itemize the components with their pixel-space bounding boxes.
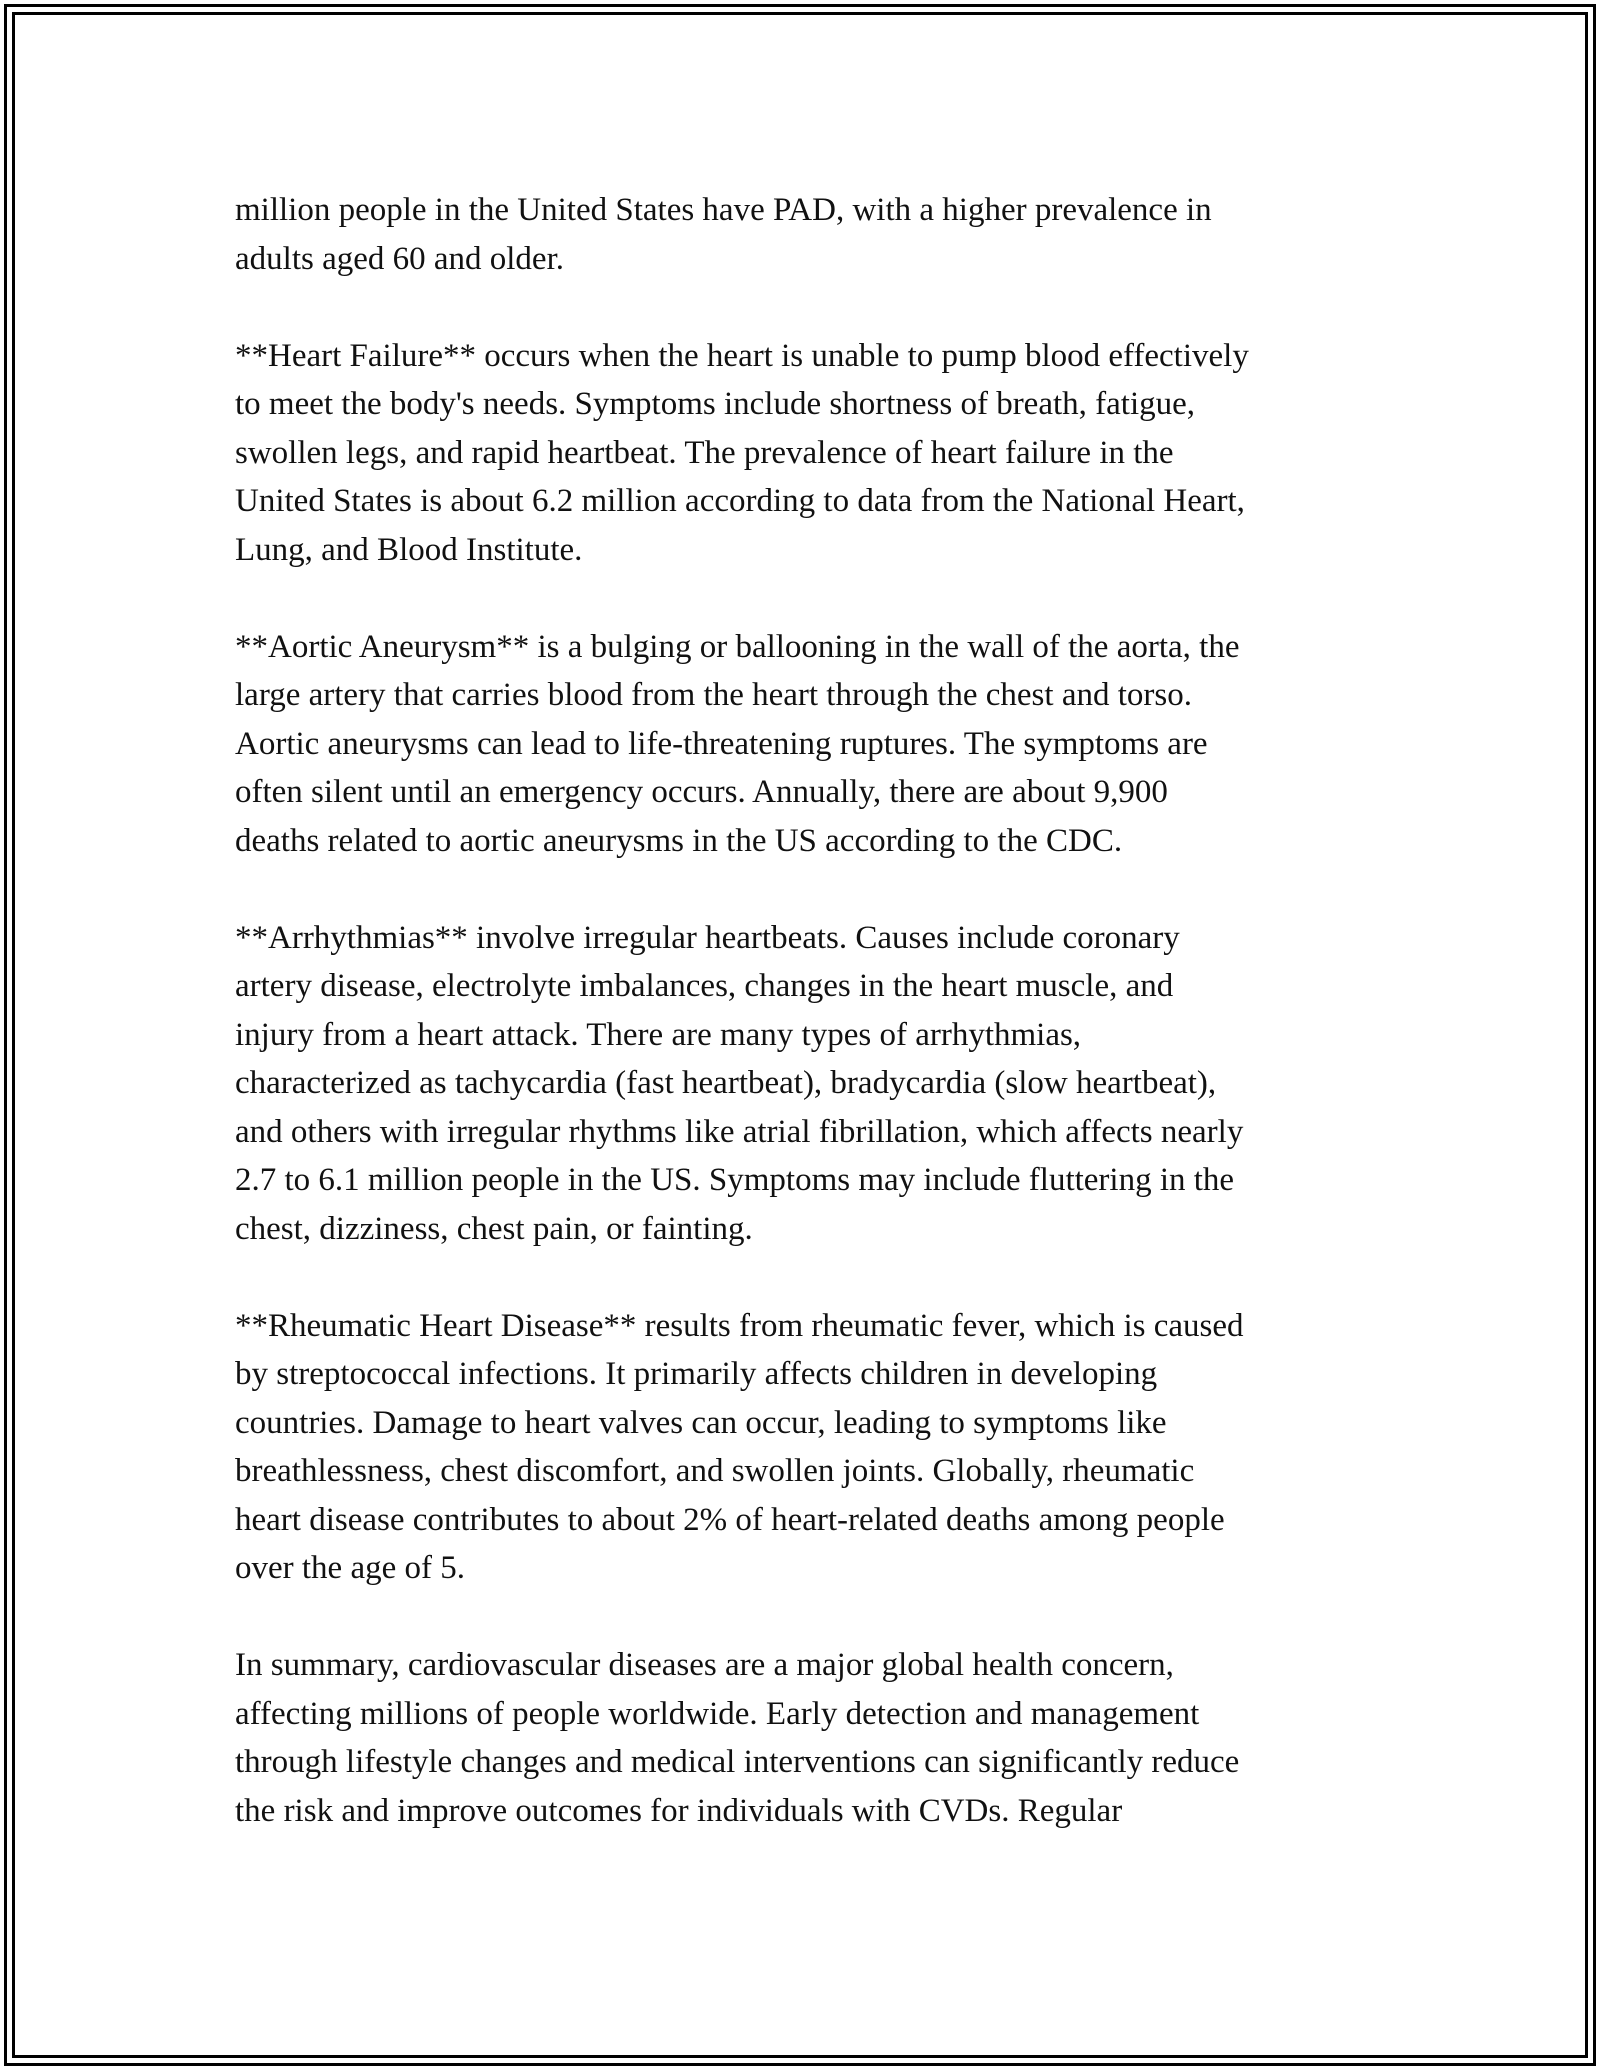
paragraph-summary <box>235 1641 1385 1835</box>
text-line: large artery that carries blood from the heart through the chest and torso. <box>235 677 1192 713</box>
paragraph-rheumatic-heart-disease <box>235 1302 1385 1593</box>
text-line: artery disease, electrolyte imbalances, changes in the heart muscle, and <box>235 968 1174 1004</box>
text-line: affecting millions of people worldwide. Early detection and management <box>235 1695 1200 1732</box>
paragraph-arrhythmias <box>235 914 1385 1254</box>
text-line: the risk and improve outcomes for individuals with CVDs. Regular <box>235 1792 1123 1829</box>
text-line: through lifestyle changes and medical interventions can significantly reduce <box>235 1744 1240 1780</box>
text-line: often silent until an emergency occurs. Annually, there are about 9,900 <box>235 774 1168 810</box>
text-line: characterized as tachycardia (fast heartbeat), bradycardia (slow heartbeat), <box>235 1065 1217 1101</box>
text-line: injury from a heart attack. There are many types of arrhythmias, <box>235 1016 1082 1053</box>
text-line: heart disease contributes to about 2% of heart-related deaths among people <box>235 1501 1225 1538</box>
text-line: chest, dizziness, chest pain, or fainting. <box>235 1210 753 1247</box>
document-body <box>235 186 1385 1884</box>
text-line: In summary, cardiovascular diseases are a major global health concern, <box>235 1647 1174 1683</box>
text-line: United States is about 6.2 million according to data from the National Heart, <box>235 483 1245 519</box>
paragraph-heart-failure <box>235 332 1385 575</box>
text-line: swollen legs, and rapid heartbeat. The prevalence of heart failure in the <box>235 434 1174 471</box>
paragraph-aortic-aneurysm <box>235 623 1385 866</box>
text-line: **Heart Failure** occurs when the heart is unable to pump blood effectively <box>235 337 1249 374</box>
text-line: Aortic aneurysms can lead to life-threatening ruptures. The symptoms are <box>235 725 1208 762</box>
text-line: million people in the United States have PAD, with a higher prevalence in <box>235 192 1212 228</box>
text-line: Lung, and Blood Institute. <box>235 531 583 568</box>
text-line: and others with irregular rhythms like atrial fibrillation, which affects nearly <box>235 1113 1244 1150</box>
text-line: over the age of 5. <box>235 1550 465 1586</box>
text-line: deaths related to aortic aneurysms in the US according to the CDC. <box>235 822 1123 859</box>
text-line: **Rheumatic Heart Disease** results from rheumatic fever, which is caused <box>235 1307 1244 1344</box>
text-line: **Aortic Aneurysm** is a bulging or ballooning in the wall of the aorta, the <box>235 628 1240 665</box>
text-line: breathlessness, chest discomfort, and swollen joints. Globally, rheumatic <box>235 1453 1195 1489</box>
text-line: 2.7 to 6.1 million people in the US. Symptoms may include fluttering in the <box>235 1162 1235 1198</box>
text-line: by streptococcal infections. It primarily affects children in developing <box>235 1356 1158 1392</box>
text-line: **Arrhythmias** involve irregular heartbeats. Causes include coronary <box>235 919 1180 956</box>
text-line: countries. Damage to heart valves can occur, leading to symptoms like <box>235 1404 1167 1441</box>
text-line: to meet the body's needs. Symptoms include shortness of breath, fatigue, <box>235 386 1196 422</box>
paragraph-pad-continuation <box>235 186 1385 283</box>
text-line: adults aged 60 and older. <box>235 240 565 277</box>
